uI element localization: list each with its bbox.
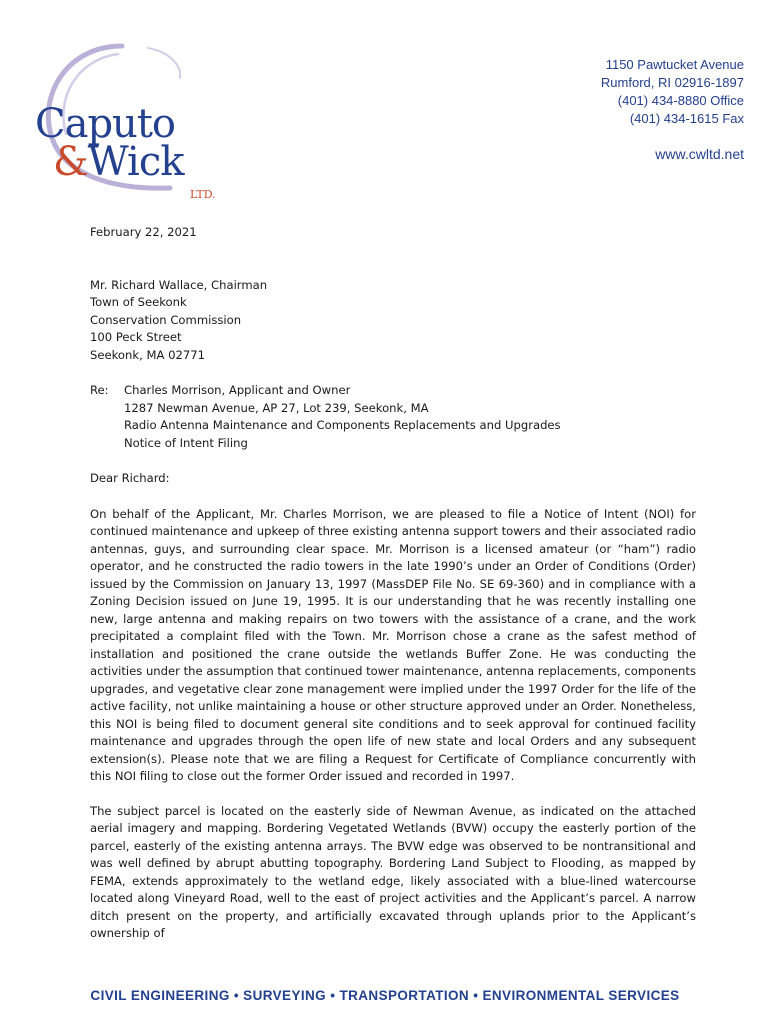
contact-block	[601, 56, 744, 128]
salutation: Dear Richard:	[90, 471, 170, 485]
subject-line: Radio Antenna Maintenance and Components Replacements and Upgrades	[124, 418, 561, 432]
subject-line: 1287 Newman Avenue, AP 27, Lot 239, Seekonk, MA	[124, 400, 429, 415]
office-phone: (401) 434-8880 Office	[617, 93, 744, 108]
logo-wick-line	[53, 139, 184, 185]
recipient-line: Town of Seekonk	[90, 295, 187, 309]
address-line-1: 1150 Pawtucket Avenue	[605, 57, 744, 72]
address-line-2: Rumford, RI 02916-1897	[600, 75, 744, 90]
recipient-line: Seekonk, MA 02771	[90, 347, 205, 362]
fax-number: (401) 434-1615 Fax	[629, 111, 744, 126]
website-link[interactable]: www.cwltd.net	[655, 146, 744, 162]
logo-ampersand: &	[53, 139, 88, 185]
subject-lines	[124, 382, 561, 452]
body-paragraph: On behalf of the Applicant, Mr. Charles Morrison, we are pleased to file a Notice of Intent (NOI) for continued maintenance and upkeep of three existing antenna support towers and their associated radio antennas, guys, and surrounding clear space. Mr. Morrison is a licensed amateur (or “ham”) radio operator, and he constructed the radio towers in the late 1990’s under an Order of Conditions (Order) issued by the Commission on January 13, 1997 (MassDEP File No. SE 69-360) and in compliance with a Zoning Decision issued on June 19, 1995. It is our understanding that he was recently installing one new, large antenna and making repairs on two towers with the assistance of a crane, and the work precipitated a complaint filed with the Town. Mr. Morrison chose a crane as the safest method of installation and positioned the crane outside the wetlands Buffer Zone. He was conducting the activities under the assumption that continued tower maintenance, antenna replacements, components upgrades, and vegetative clear zone management were implied under the 1997 Order for the life of the active facility, not unlike maintaining a house or other structure approved under an Order. Nonetheless, this NOI is being filed to document general site conditions and to seek approval for continued facility maintenance and upgrades through the open life of new state and local Orders and any subsequent extension(s). Please note that we are filing a Request for Certificate of Compliance concurrently with this NOI filing to close out the former Order issued and recorded in 1997.	[90, 506, 696, 783]
recipient-address	[90, 277, 696, 365]
subject-line: Notice of Intent Filing	[124, 435, 248, 450]
logo-ltd: LTD.	[190, 188, 216, 201]
recipient-line: 100 Peck Street	[90, 330, 182, 344]
logo-wick: Wick	[87, 139, 184, 185]
letter-date: February 22, 2021	[90, 225, 197, 239]
subject-line: Charles Morrison, Applicant and Owner	[124, 383, 351, 397]
logo-caputo: Caputo	[35, 101, 175, 147]
company-logo	[30, 38, 230, 201]
subject-block	[90, 382, 696, 452]
body-paragraph: The subject parcel is located on the easterly side of Newman Avenue, as indicated on the attached aerial imagery and mapping. Bordering Vegetated Wetlands (BVW) occupy the easterly portion of the parcel, easterly of the existing antenna arrays. The BVW edge was observed to be nontransitional and was well defined by abrupt abutting topography. Bordering Land Subject to Flooding, as mapped by FEMA, extends approximately to the wetland edge, likely associated with a blue-lined watercourse located along Vineyard Road, well to the east of project activities and the Applicant’s parcel. A narrow ditch present on the property, and artificially excavated through uplands prior to the Applicant’s ownership of	[90, 803, 696, 940]
services-footer: CIVIL ENGINEERING • SURVEYING • TRANSPORTATION • ENVIRONMENTAL SERVICES	[90, 988, 680, 1003]
subject-label: Re:	[90, 383, 109, 397]
recipient-line: Mr. Richard Wallace, Chairman	[90, 277, 268, 292]
recipient-line: Conservation Commission	[90, 312, 242, 327]
letter-body	[90, 224, 696, 960]
